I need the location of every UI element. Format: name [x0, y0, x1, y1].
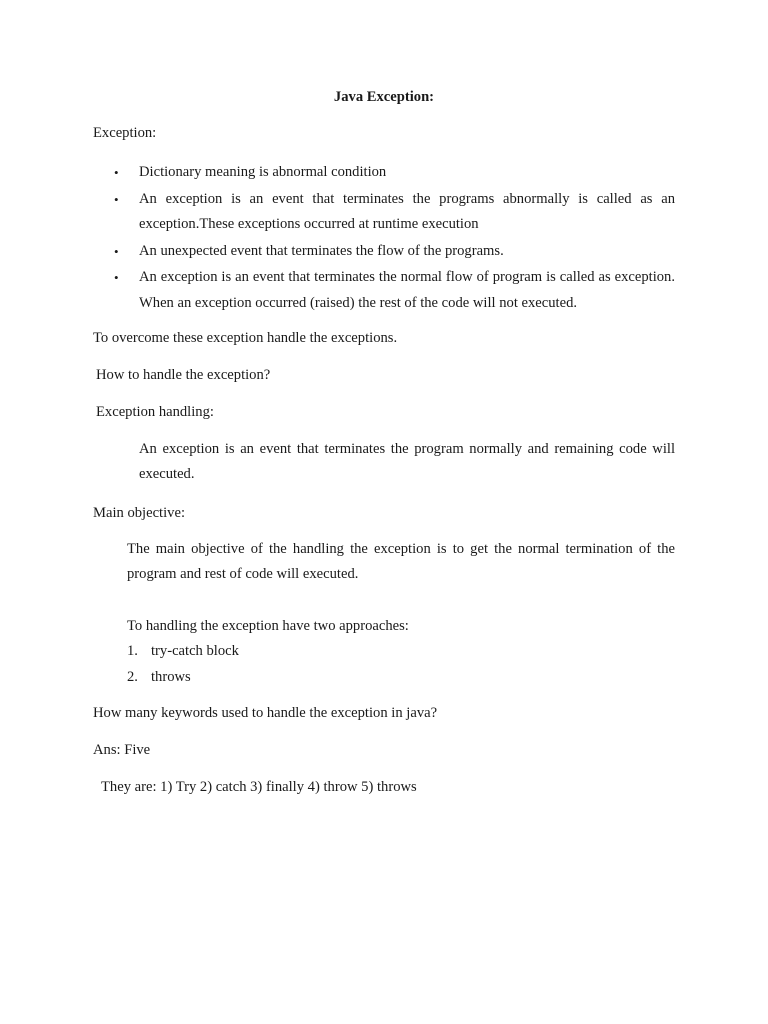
bullet-text: An exception is an event that terminates the programs abnormally is called as an exception.These exceptions occurred at runtime execution: [139, 190, 675, 232]
handling-definition: An exception is an event that terminates the program normally and remaining code will executed.: [139, 441, 675, 482]
overcome-text: To overcome these exception handle the exceptions.: [93, 330, 398, 346]
how-to-handle-question: How to handle the exception?: [96, 367, 271, 383]
approaches-list: [127, 639, 239, 690]
bullet-text: Dictionary meaning is abnormal condition: [139, 164, 387, 180]
list-item: [93, 160, 675, 186]
exception-bullet-list: [93, 160, 675, 316]
exception-heading: Exception:: [93, 125, 157, 141]
objective-heading: Main objective:: [93, 505, 185, 521]
keywords-list: They are: 1) Try 2) catch 3) finally 4) throw 5) throws: [101, 779, 417, 795]
document-title: Java Exception:: [333, 89, 435, 105]
bullet-text: An unexpected event that terminates the flow of the programs.: [139, 242, 504, 259]
bullet-icon: •: [114, 165, 119, 180]
list-number: 2.: [127, 668, 138, 685]
handling-heading: Exception handling:: [96, 404, 214, 420]
answer-text: Ans: Five: [93, 742, 151, 758]
objective-text: The main objective of the handling the exception is to get the normal termination of the program and rest of code will executed.: [127, 541, 675, 582]
keywords-question: How many keywords used to handle the exception in java?: [93, 705, 438, 721]
list-item: [93, 187, 675, 238]
bullet-icon: •: [114, 243, 119, 259]
approach-label: throws: [151, 668, 191, 685]
approach-label: try-catch block: [151, 643, 239, 659]
bullet-icon: •: [114, 191, 119, 207]
list-number: 1.: [127, 643, 138, 659]
list-item: [127, 639, 239, 665]
bullet-text: An exception is an event that terminates the normal flow of program is called as exception. When an exception occurred (raised) the rest of the code will not executed.: [139, 269, 675, 311]
list-item: [93, 265, 675, 316]
list-item: [93, 239, 675, 265]
approaches-intro: To handling the exception have two approaches:: [127, 618, 409, 634]
list-item: [127, 665, 239, 691]
bullet-icon: •: [114, 270, 119, 285]
